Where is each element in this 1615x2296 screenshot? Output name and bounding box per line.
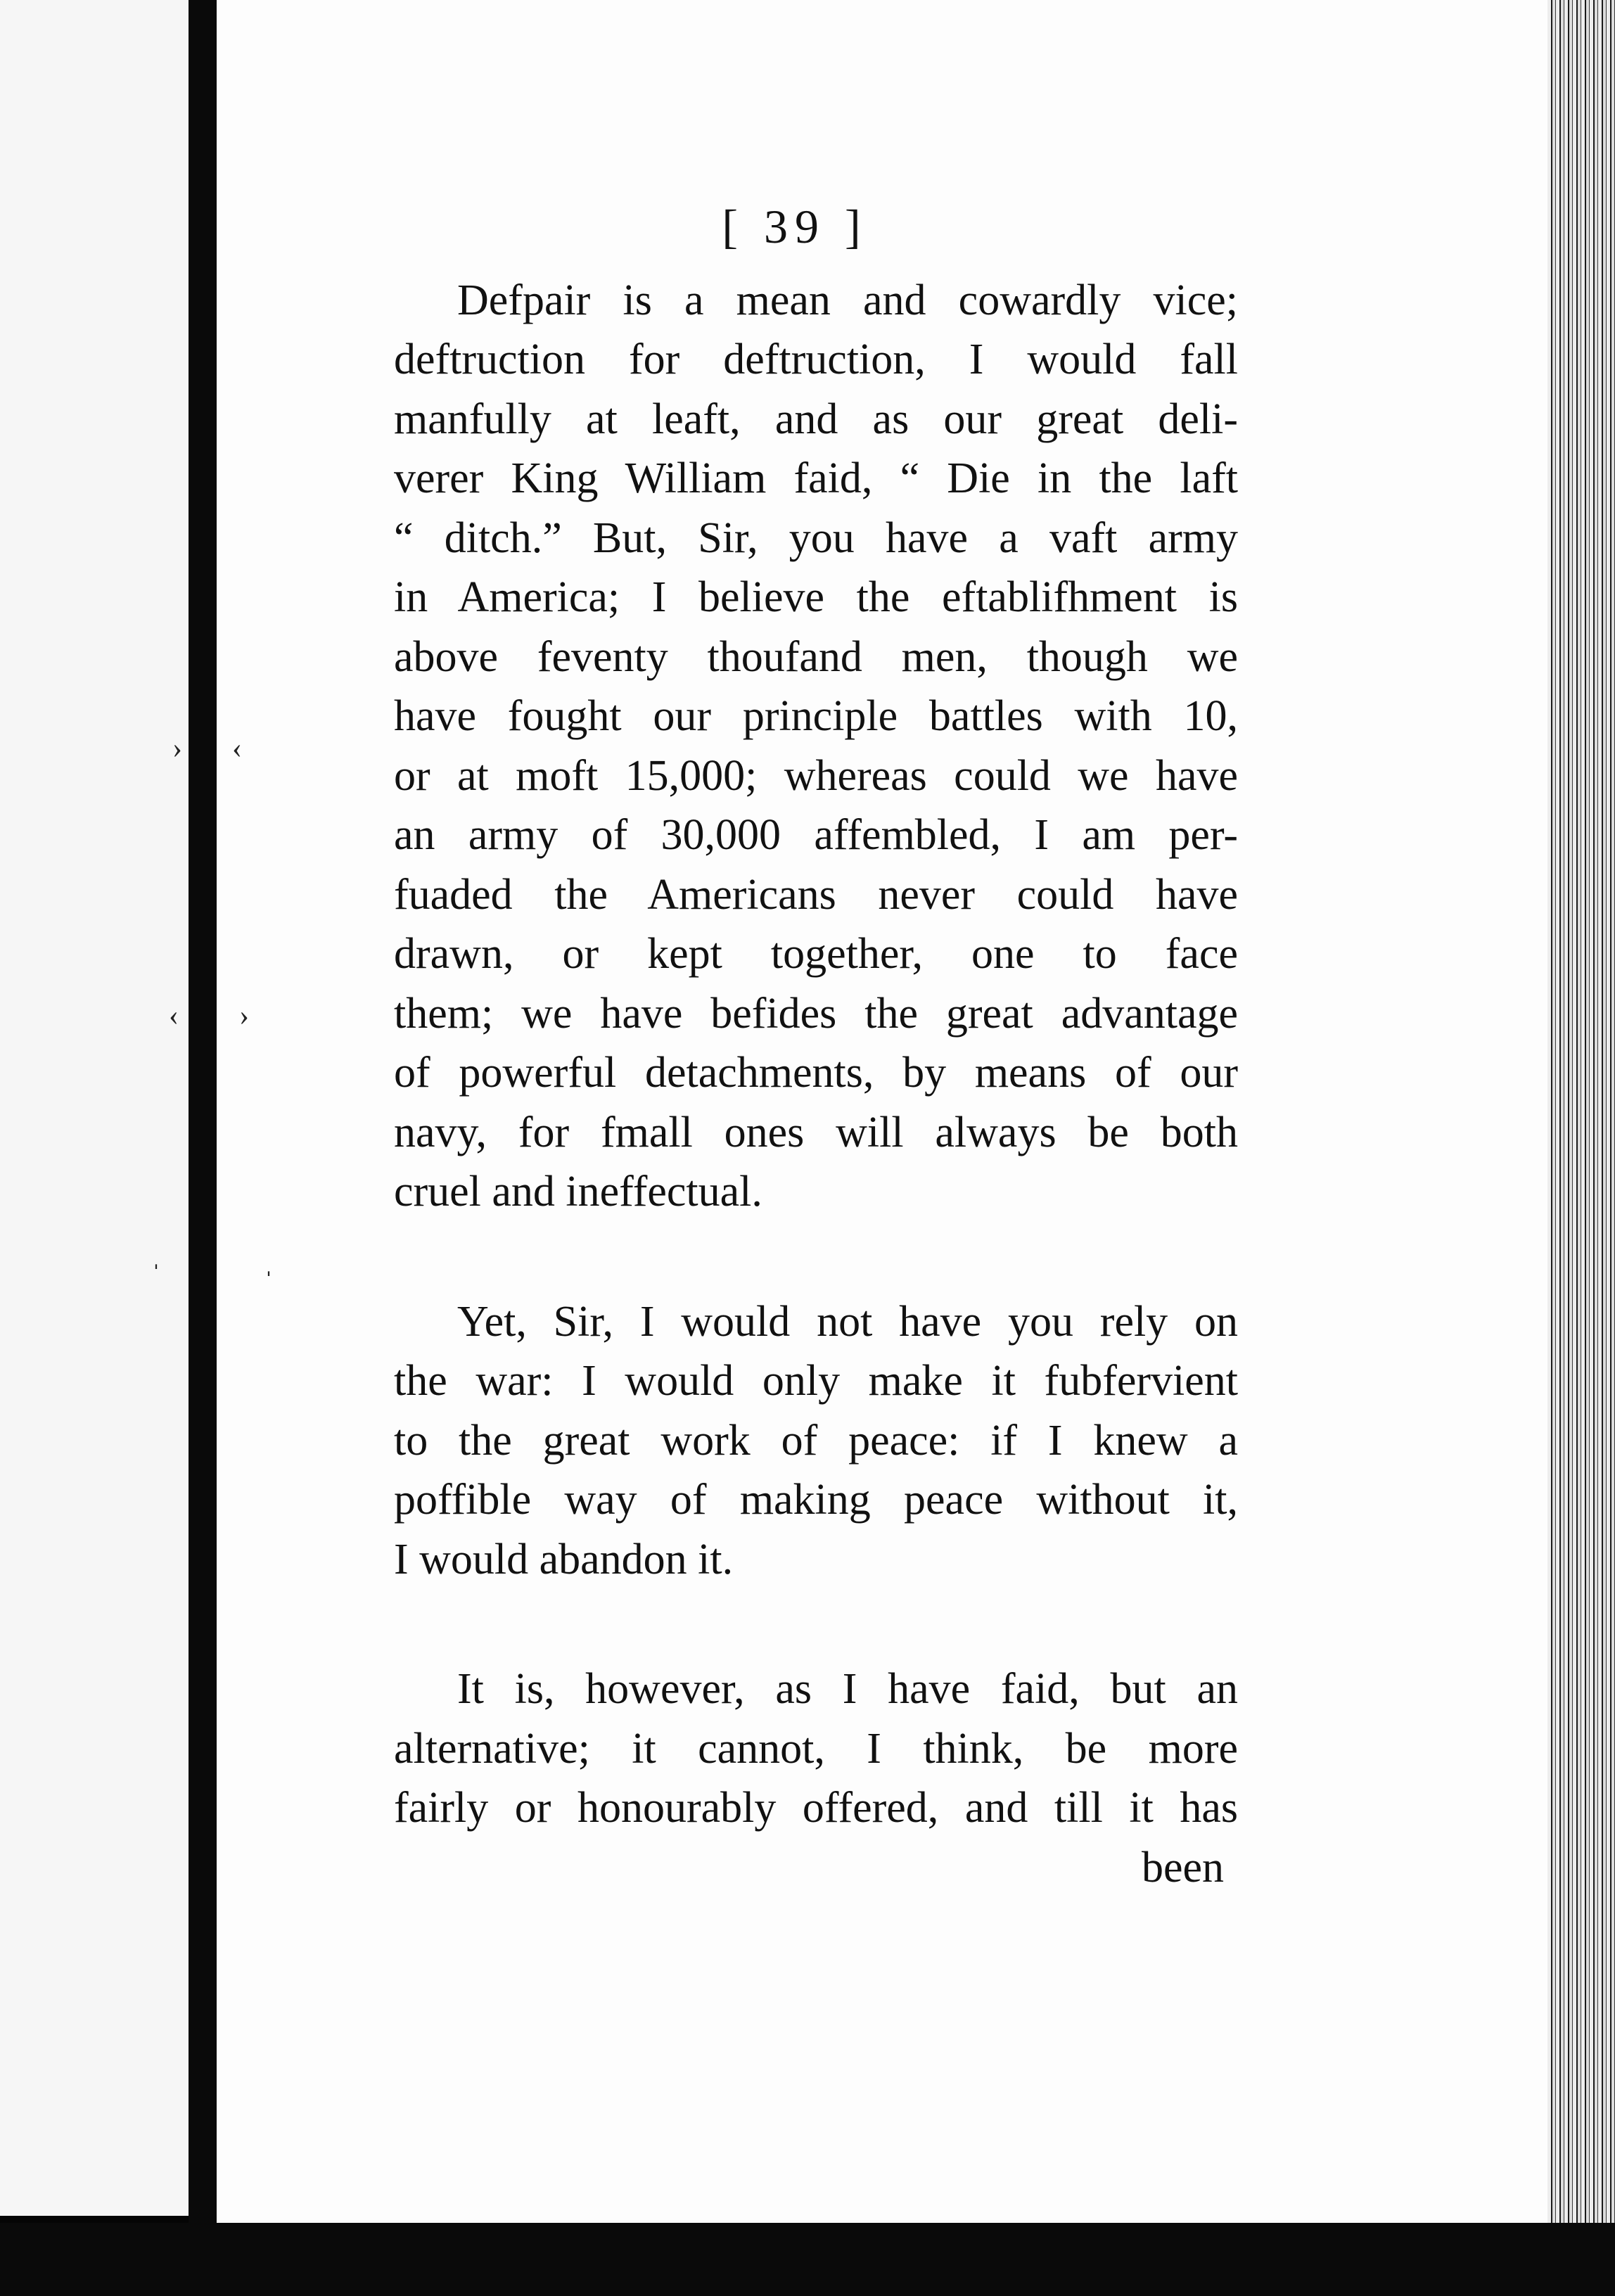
text-line: Yet, Sir, I would not have you rely on bbox=[457, 1297, 1238, 1346]
text-line: manfully at leaft, and as our great deli- bbox=[394, 395, 1238, 443]
margin-mark: › bbox=[172, 732, 182, 765]
page-text bbox=[394, 197, 1238, 1897]
text-line: poffible way of making peace without it, bbox=[394, 1476, 1238, 1524]
text-line: drawn, or kept together, one to face bbox=[394, 930, 1238, 978]
text-line: cruel and ineffectual. bbox=[394, 1168, 762, 1216]
page-number: [ 39 ] bbox=[722, 200, 868, 253]
paragraph-gap bbox=[394, 1222, 1238, 1292]
scan-bottom-border bbox=[0, 2223, 1615, 2296]
text-line: or at moft 15,000; whereas could we have bbox=[394, 751, 1238, 800]
text-line: in America; I believe the eftablifhment is bbox=[394, 573, 1238, 621]
text-line: navy, for fmall ones will always be both bbox=[394, 1108, 1238, 1156]
text-line: verer King William faid, “ Die in the laft bbox=[394, 454, 1238, 502]
text-line: above feventy thoufand men, though we bbox=[394, 632, 1238, 681]
paragraph-1 bbox=[394, 271, 1238, 1222]
margin-mark: ‹ bbox=[232, 732, 242, 765]
text-line: alternative; it cannot, I think, be more bbox=[394, 1724, 1238, 1773]
margin-mark: ˈ bbox=[264, 1267, 274, 1299]
text-line: an army of 30,000 affembled, I am per- bbox=[394, 811, 1238, 859]
text-line: Defpair is a mean and cowardly vice; bbox=[457, 276, 1238, 324]
book-gutter bbox=[189, 0, 217, 2251]
catchword: been bbox=[1141, 1843, 1224, 1892]
text-line: I would abandon it. bbox=[394, 1535, 734, 1583]
margin-mark: ‹ bbox=[169, 1000, 179, 1032]
margin-mark: › bbox=[239, 1000, 249, 1032]
page-edges bbox=[1547, 0, 1615, 2265]
text-line: have fought our principle battles with 10, bbox=[394, 692, 1238, 740]
text-line: fuaded the Americans never could have bbox=[394, 870, 1238, 919]
text-line: of powerful detachments, by means of our bbox=[394, 1049, 1238, 1097]
text-line: the war: I would only make it fubfervient bbox=[394, 1357, 1238, 1405]
margin-mark: ˈ bbox=[151, 1260, 161, 1292]
text-line: fairly or honourably offered, and till it has bbox=[394, 1784, 1238, 1832]
text-line: deftruction for deftruction, I would fall bbox=[394, 336, 1238, 383]
facing-page-edge bbox=[0, 0, 189, 2216]
paragraph-gap bbox=[394, 1589, 1238, 1659]
text-line: It is, however, as I have faid, but an bbox=[457, 1665, 1238, 1713]
text-line: them; we have befides the great advantage bbox=[394, 989, 1238, 1038]
text-line: “ ditch.” But, Sir, you have a vaft army bbox=[394, 514, 1238, 562]
paragraph-3 bbox=[394, 1659, 1238, 1838]
paragraph-2 bbox=[394, 1292, 1238, 1590]
text-line: to the great work of peace: if I knew a bbox=[394, 1416, 1238, 1465]
